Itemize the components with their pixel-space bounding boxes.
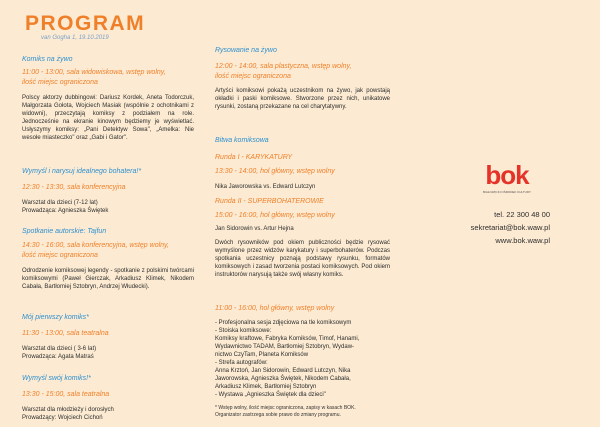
event-date: van Gogha 1, 19.10.2019 bbox=[41, 35, 109, 41]
c2-b1-time: 12:00 - 14:00, sala plastyczna, wstęp wolny, bbox=[215, 63, 352, 70]
list-item: Arkadiusz Klimek, Bartłomiej Sztobryn bbox=[215, 384, 317, 390]
list-item: Jaworowska, Agnieszka Świętek, Nikodem Cabała, bbox=[215, 376, 351, 382]
c1-b4-line2: Prowadząca: Agata Matraś bbox=[22, 354, 94, 360]
c1-b5-line1: Warsztat dla młodzieży i dorosłych bbox=[22, 407, 114, 413]
c1-b1-time: 11:00 - 13:00, sala widowiskowa, wstęp wolny, bbox=[22, 69, 166, 76]
c1-b3-heading: Spotkanie autorskie: Tajfun bbox=[22, 228, 107, 235]
contact-email[interactable]: sekretariat@bok.waw.pl bbox=[470, 223, 550, 232]
list-item: Anna Krztoń, Jan Sidorowin, Edward Lutczyn, Nika bbox=[215, 368, 351, 374]
c2-b2-desc: Dwóch rysowników pod okiem publiczności będzie rysować wymyślone przez widzów karykatury i superbohaterów. Podczas spotkania uczestnicy poznają podstawy rysunku, formatów komiksowych i zasad tworzenia postaci komiksowych. Pod okiem instruktorów narysują także swój własny komiks. bbox=[215, 240, 390, 278]
c1-b4-line1: Warsztat dla dzieci ( 3-6 lat) bbox=[22, 346, 97, 352]
c2-b2-heading: Bitwa komiksowa bbox=[215, 137, 269, 144]
c2-b2-time2: 15:00 - 16:00, hol główny, wstęp wolny bbox=[215, 212, 335, 219]
c1-b5-time: 13:30 - 15:00, sala teatralna bbox=[22, 391, 110, 398]
c2-b2-round2: Runda II - SUPERBOHATEROWIE bbox=[215, 198, 324, 205]
list-item: nictwo CzyTam, Planeta Komiksów bbox=[215, 352, 309, 358]
contact-block bbox=[440, 208, 550, 247]
c2-b2-fight2: Jan Sidorowin vs. Artur Hejna bbox=[215, 226, 294, 232]
page-title: PROGRAM bbox=[25, 12, 146, 35]
contact-phone: tel. 22 300 48 00 bbox=[494, 210, 550, 219]
footnote-2: Organizator zastrzega sobie prawo do zmiany programu. bbox=[215, 412, 341, 418]
list-item: - Strefa autografów: bbox=[215, 360, 268, 366]
list-item: Komiksy kraftowe, Fabryka Komiksów, Timof, Hanami, bbox=[215, 336, 360, 342]
c1-b4-heading: Mój pierwszy komiks* bbox=[22, 314, 89, 321]
c2-b2-time1: 13:30 - 14:00, hol główny, wstęp wolny bbox=[215, 168, 335, 175]
list-item: Wydawnictwo TADAM, Bartłomiej Sztobryn, Wydaw- bbox=[215, 344, 355, 350]
c2-b3-time: 11:00 - 16:00, hol główny, wstęp wolny bbox=[215, 305, 335, 312]
c1-b3-note: ilość miejsc ograniczona bbox=[22, 252, 98, 259]
c1-b5-line2: Prowadzący: Wojciech Cichoń bbox=[22, 415, 103, 421]
list-item: - Wystawa „Agnieszka Świętek dla dzieci" bbox=[215, 392, 326, 398]
c1-b2-line2: Prowadząca: Agnieszka Świętek bbox=[22, 208, 109, 214]
contact-website[interactable]: www.bok.waw.pl bbox=[495, 236, 550, 245]
c2-b1-note: ilość miejsc ograniczona bbox=[215, 73, 291, 80]
c1-b2-line1: Warsztat dla dzieci (7-12 lat) bbox=[22, 200, 98, 206]
c1-b1-note: ilość miejsc ograniczona bbox=[22, 79, 98, 86]
footnote-1: * Wstęp wolny, ilość miejsc ograniczona, zapisy w kasach BOK. bbox=[215, 405, 356, 411]
c2-b1-heading: Rysowanie na żywo bbox=[215, 47, 277, 54]
c1-b1-heading: Komiks na żywo bbox=[22, 56, 73, 63]
c2-b2-fight1: Nika Jaworowska vs. Edward Lutczyn bbox=[215, 184, 316, 190]
c1-b4-time: 11:30 - 13:00, sala teatralna bbox=[22, 330, 109, 337]
c1-b5-heading: Wymyśl swój komiks!* bbox=[22, 375, 91, 382]
list-item: - Stoiska komiksowe: bbox=[215, 328, 272, 334]
c1-b1-desc: Polscy aktorzy dubbingowi: Dariusz Kordek, Aneta Todorczuk, Małgorzata Gołota, Wojciech Masiak (wspólnie z ochotnikami z widowni), przeczytają komiksy z podziałem na role. Jednocześnie na ekranie kinowym będziemy je wyświetlać. Usłyszymy komiksy: „Pani Detektyw Sowa", „Amelka: Nie wesołe miasteczko" oraz „Gabi i Gator". bbox=[22, 95, 194, 141]
bok-logo bbox=[477, 160, 537, 200]
c1-b2-time: 12:30 - 13:30, sala konferencyjna bbox=[22, 184, 126, 191]
c2-b1-desc: Artyści komiksowi pokażą uczestnikom na żywo, jak powstają okładki i paski komiksowe. Stworzone przez nich, unikatowe rysunki, zostaną przekazane na cel charytatywny. bbox=[215, 88, 390, 110]
logo-subtitle: BIAŁOŁĘCKI OŚRODEK KULTURY bbox=[483, 190, 531, 194]
c1-b2-heading: Wymyśl i narysuj idealnego bohatera!* bbox=[22, 168, 142, 175]
c1-b3-desc: Odrodzenie komiksowej legendy - spotkanie z polskimi twórcami komiksowymi (Paweł Gierczak, Arkadiusz Klimek, Nikodem Cabała, Bartłomiej Sztobryn, Andrzej Włudecki). bbox=[22, 268, 194, 290]
c2-b2-round1: Runda I - KARYKATURY bbox=[215, 154, 293, 161]
logo-text: bok bbox=[485, 160, 529, 190]
c2-b3-list bbox=[215, 319, 393, 399]
list-item: - Profesjonalna sesja zdjęciowa na tle komiksowym bbox=[215, 320, 352, 326]
c1-b3-time: 14:30 - 16:00, sala konferencyjna, wstęp wolny, bbox=[22, 242, 169, 249]
